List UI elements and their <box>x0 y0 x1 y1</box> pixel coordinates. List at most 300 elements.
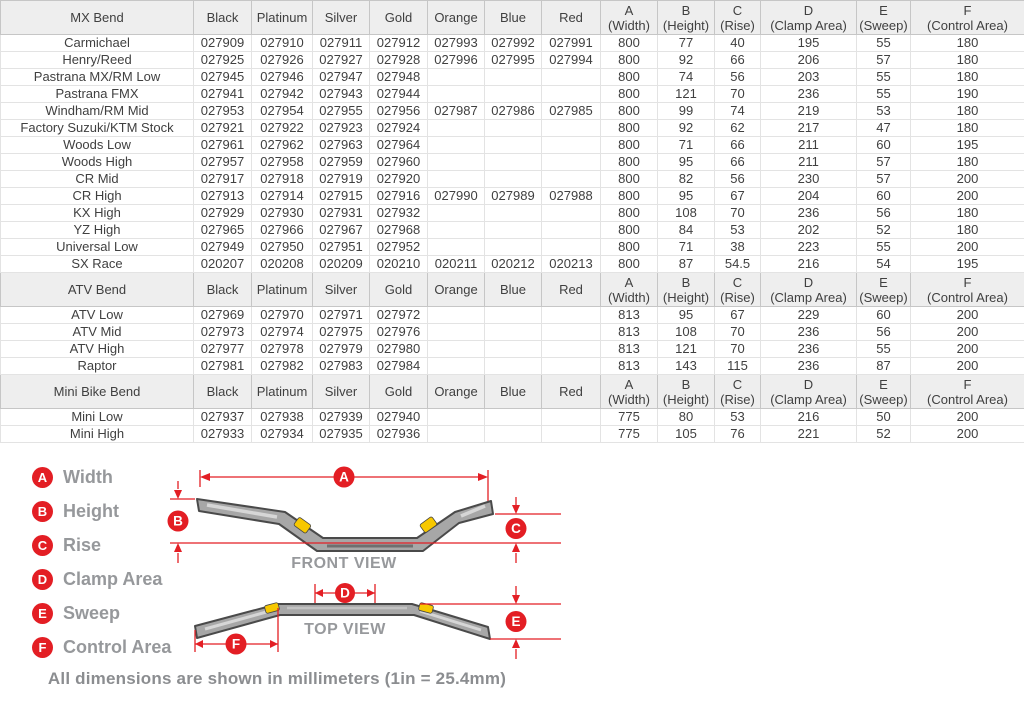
part-number-cell <box>542 120 601 137</box>
spec-row <box>1 256 1024 273</box>
spec-row <box>1 324 1024 341</box>
part-number-cell <box>542 154 601 171</box>
part-number-cell: 027974 <box>252 324 313 341</box>
part-number-cell: 027939 <box>313 409 370 426</box>
dimension-legend <box>32 467 171 658</box>
bend-name-cell: Woods Low <box>1 137 194 154</box>
dimension-value-cell: 67 <box>715 307 761 324</box>
dimension-value-cell: 236 <box>761 341 857 358</box>
legend-item-label: Sweep <box>63 603 121 623</box>
dimension-value-cell: 800 <box>601 35 658 52</box>
dimension-value-cell: 800 <box>601 69 658 86</box>
part-number-cell: 027965 <box>194 222 252 239</box>
dimension-column-header <box>911 273 1024 307</box>
spec-row <box>1 86 1024 103</box>
part-number-cell: 027934 <box>252 426 313 443</box>
bend-name-cell: Raptor <box>1 358 194 375</box>
dimension-value-cell: 219 <box>761 103 857 120</box>
dimension-name: (Sweep) <box>859 391 908 407</box>
part-number-cell <box>428 307 485 324</box>
dimension-value-cell: 74 <box>715 103 761 120</box>
bend-name-cell: ATV High <box>1 341 194 358</box>
dimension-value-cell: 230 <box>761 171 857 188</box>
part-number-cell: 020210 <box>370 256 428 273</box>
spec-row <box>1 171 1024 188</box>
dimension-value-cell: 190 <box>911 86 1024 103</box>
part-number-cell <box>485 137 542 154</box>
dimension-value-cell: 813 <box>601 358 658 375</box>
top-view-diagram <box>165 582 565 682</box>
part-number-cell: 027929 <box>194 205 252 222</box>
dimension-column-header <box>857 273 911 307</box>
dimension-value-cell: 800 <box>601 86 658 103</box>
dimension-value-cell: 87 <box>857 358 911 375</box>
dimension-value-cell: 800 <box>601 120 658 137</box>
part-number-cell <box>485 409 542 426</box>
legend-item-label: Control Area <box>63 637 172 657</box>
part-number-cell: 020213 <box>542 256 601 273</box>
part-number-cell: 027962 <box>252 137 313 154</box>
dim-f-letter: F <box>231 636 241 652</box>
part-number-cell <box>428 409 485 426</box>
part-number-cell: 027924 <box>370 120 428 137</box>
bend-name-cell: Mini High <box>1 426 194 443</box>
spec-row <box>1 154 1024 171</box>
dimension-value-cell: 52 <box>857 426 911 443</box>
dimension-value-cell: 56 <box>715 171 761 188</box>
part-number-cell: 027946 <box>252 69 313 86</box>
dimension-letter: F <box>963 274 972 290</box>
sweep-arrow-top <box>512 595 520 604</box>
dimension-value-cell: 62 <box>715 120 761 137</box>
color-column-header: Black <box>194 375 252 409</box>
dimension-value-cell: 800 <box>601 137 658 154</box>
part-number-cell <box>542 358 601 375</box>
dimension-value-cell: 800 <box>601 256 658 273</box>
dimension-value-cell: 180 <box>911 205 1024 222</box>
color-column-header: Gold <box>370 375 428 409</box>
part-number-cell <box>485 171 542 188</box>
part-number-cell: 027988 <box>542 188 601 205</box>
dimension-value-cell: 99 <box>658 103 715 120</box>
dimension-value-cell: 56 <box>857 324 911 341</box>
height-arrow-top <box>174 490 182 499</box>
bend-name-cell: Factory Suzuki/KTM Stock <box>1 120 194 137</box>
part-number-cell <box>542 307 601 324</box>
part-number-cell: 027960 <box>370 154 428 171</box>
dimension-value-cell: 66 <box>715 154 761 171</box>
dimension-value-cell: 229 <box>761 307 857 324</box>
dimension-column-header <box>911 375 1024 409</box>
part-number-cell: 027982 <box>252 358 313 375</box>
legend-letter-badge: D <box>32 569 53 590</box>
spec-row <box>1 358 1024 375</box>
part-number-cell: 020208 <box>252 256 313 273</box>
dim-e-letter: E <box>511 614 521 629</box>
dimension-name: (Rise) <box>720 289 755 305</box>
bend-name-cell: KX High <box>1 205 194 222</box>
part-number-cell <box>542 409 601 426</box>
dimension-value-cell: 200 <box>911 358 1024 375</box>
part-number-cell <box>485 307 542 324</box>
part-number-cell: 027978 <box>252 341 313 358</box>
part-number-cell: 027984 <box>370 358 428 375</box>
dimension-value-cell: 800 <box>601 154 658 171</box>
dimension-value-cell: 211 <box>761 137 857 154</box>
control-arrow-left <box>195 640 203 648</box>
dimension-value-cell: 121 <box>658 86 715 103</box>
part-number-cell: 027919 <box>313 171 370 188</box>
part-number-cell: 027963 <box>313 137 370 154</box>
part-number-cell: 027986 <box>485 103 542 120</box>
part-number-cell: 027992 <box>485 35 542 52</box>
dimension-value-cell: 47 <box>857 120 911 137</box>
dimension-value-cell: 204 <box>761 188 857 205</box>
part-number-cell: 027928 <box>370 52 428 69</box>
dimension-value-cell: 54 <box>857 256 911 273</box>
bend-name-cell: ATV Low <box>1 307 194 324</box>
bend-name-cell: ATV Mid <box>1 324 194 341</box>
color-column-header: Platinum <box>252 375 313 409</box>
legend-letter-badge: A <box>32 467 53 488</box>
dimension-letter: A <box>624 274 634 290</box>
rise-arrow-top <box>512 505 520 514</box>
dimension-name: (Width) <box>608 17 650 33</box>
width-arrow-left <box>200 473 210 481</box>
clamp-arrow-left <box>315 589 323 597</box>
bend-name-cell: Pastrana FMX <box>1 86 194 103</box>
part-number-cell: 027993 <box>428 35 485 52</box>
dimension-value-cell: 195 <box>761 35 857 52</box>
color-column-header: Silver <box>313 375 370 409</box>
part-number-cell: 027923 <box>313 120 370 137</box>
spec-row <box>1 52 1024 69</box>
dimension-name: (Width) <box>608 289 650 305</box>
dimension-column-header <box>715 375 761 409</box>
part-number-cell: 027950 <box>252 239 313 256</box>
dimension-value-cell: 180 <box>911 222 1024 239</box>
dimension-value-cell: 200 <box>911 239 1024 256</box>
part-number-cell: 020207 <box>194 256 252 273</box>
part-number-cell: 027979 <box>313 341 370 358</box>
part-number-cell <box>428 426 485 443</box>
spec-row <box>1 188 1024 205</box>
dimension-value-cell: 143 <box>658 358 715 375</box>
dimension-letter: B <box>681 2 691 18</box>
part-number-cell <box>485 120 542 137</box>
part-number-cell <box>542 171 601 188</box>
part-number-cell <box>485 358 542 375</box>
color-column-header: Silver <box>313 1 370 35</box>
part-number-cell <box>485 86 542 103</box>
part-number-cell: 027987 <box>428 103 485 120</box>
spec-row <box>1 205 1024 222</box>
part-number-cell: 027971 <box>313 307 370 324</box>
part-number-cell: 027976 <box>370 324 428 341</box>
dimension-value-cell: 800 <box>601 171 658 188</box>
part-number-cell <box>428 358 485 375</box>
part-number-cell: 027964 <box>370 137 428 154</box>
part-number-cell: 027926 <box>252 52 313 69</box>
part-number-cell: 027922 <box>252 120 313 137</box>
bend-name-header: ATV Bend <box>1 273 194 307</box>
part-number-cell: 027925 <box>194 52 252 69</box>
color-column-header: Orange <box>428 375 485 409</box>
dimension-letter: C <box>732 376 743 392</box>
spec-row <box>1 69 1024 86</box>
part-number-cell <box>542 341 601 358</box>
dimension-value-cell: 82 <box>658 171 715 188</box>
dimension-value-cell: 40 <box>715 35 761 52</box>
rise-dimension-lines <box>495 497 561 563</box>
dimension-name: (Rise) <box>720 17 755 33</box>
dimension-value-cell: 52 <box>857 222 911 239</box>
part-number-cell: 027938 <box>252 409 313 426</box>
dimension-value-cell: 236 <box>761 205 857 222</box>
dimension-letter: B <box>681 376 691 392</box>
part-number-cell: 027977 <box>194 341 252 358</box>
dimension-value-cell: 211 <box>761 154 857 171</box>
part-number-cell: 027951 <box>313 239 370 256</box>
dimension-value-cell: 813 <box>601 341 658 358</box>
dimension-column-header <box>857 375 911 409</box>
part-number-cell: 027910 <box>252 35 313 52</box>
bend-name-cell: Mini Low <box>1 409 194 426</box>
part-number-cell: 027943 <box>313 86 370 103</box>
dimension-column-header <box>761 1 857 35</box>
dimension-value-cell: 70 <box>715 324 761 341</box>
part-number-cell: 027940 <box>370 409 428 426</box>
dimension-value-cell: 67 <box>715 188 761 205</box>
part-number-cell: 027915 <box>313 188 370 205</box>
dimension-value-cell: 236 <box>761 358 857 375</box>
dim-a-letter: A <box>339 469 349 485</box>
spec-row <box>1 239 1024 256</box>
dimension-column-header <box>761 375 857 409</box>
part-number-cell: 027995 <box>485 52 542 69</box>
bend-name-cell: Windham/RM Mid <box>1 103 194 120</box>
dimension-value-cell: 54.5 <box>715 256 761 273</box>
part-number-cell: 027932 <box>370 205 428 222</box>
dimension-value-cell: 108 <box>658 324 715 341</box>
dimension-value-cell: 60 <box>857 137 911 154</box>
dimension-value-cell: 236 <box>761 324 857 341</box>
dimension-value-cell: 87 <box>658 256 715 273</box>
dimension-letter: E <box>879 2 888 18</box>
part-number-cell: 027969 <box>194 307 252 324</box>
dimension-name: (Sweep) <box>859 289 908 305</box>
part-number-cell: 027975 <box>313 324 370 341</box>
dimension-value-cell: 121 <box>658 341 715 358</box>
part-number-cell: 027930 <box>252 205 313 222</box>
color-column-header: Blue <box>485 273 542 307</box>
dimension-column-header <box>658 1 715 35</box>
dimension-column-header <box>911 1 1024 35</box>
dimension-value-cell: 57 <box>857 171 911 188</box>
part-number-cell: 027959 <box>313 154 370 171</box>
dim-b-letter: B <box>173 513 183 529</box>
color-column-header: Red <box>542 1 601 35</box>
part-number-cell <box>428 171 485 188</box>
top-view-label: TOP VIEW <box>304 621 386 638</box>
spec-row <box>1 103 1024 120</box>
part-number-cell: 027958 <box>252 154 313 171</box>
dimension-name: (Control Area) <box>927 289 1008 305</box>
part-number-cell: 027921 <box>194 120 252 137</box>
dimension-value-cell: 223 <box>761 239 857 256</box>
dimension-column-header <box>658 375 715 409</box>
dimension-column-header <box>601 375 658 409</box>
dimension-column-header <box>601 1 658 35</box>
part-number-cell: 027985 <box>542 103 601 120</box>
part-number-cell: 027989 <box>485 188 542 205</box>
part-number-cell: 027980 <box>370 341 428 358</box>
dimension-value-cell: 203 <box>761 69 857 86</box>
part-number-cell: 020212 <box>485 256 542 273</box>
part-number-cell <box>542 324 601 341</box>
part-number-cell: 027966 <box>252 222 313 239</box>
part-number-cell: 027909 <box>194 35 252 52</box>
rise-arrow-bottom <box>512 543 520 552</box>
dimension-value-cell: 95 <box>658 188 715 205</box>
legend-item <box>32 637 171 658</box>
dimension-name: (Clamp Area) <box>770 289 847 305</box>
color-column-header: Blue <box>485 375 542 409</box>
height-arrow-bottom <box>174 543 182 552</box>
dimension-value-cell: 70 <box>715 86 761 103</box>
part-number-cell: 027991 <box>542 35 601 52</box>
legend-letter-badge: E <box>32 603 53 624</box>
dim-c-letter: C <box>511 521 521 536</box>
dimension-value-cell: 800 <box>601 188 658 205</box>
dimension-value-cell: 70 <box>715 205 761 222</box>
part-number-cell: 027913 <box>194 188 252 205</box>
dimension-name: (Clamp Area) <box>770 17 847 33</box>
part-number-cell: 027967 <box>313 222 370 239</box>
part-number-cell: 020211 <box>428 256 485 273</box>
section-header-row <box>1 273 1024 307</box>
dimension-name: (Rise) <box>720 391 755 407</box>
spec-row <box>1 137 1024 154</box>
dimension-value-cell: 105 <box>658 426 715 443</box>
dimension-value-cell: 56 <box>715 69 761 86</box>
dimension-value-cell: 95 <box>658 307 715 324</box>
dimension-value-cell: 53 <box>857 103 911 120</box>
dimension-value-cell: 775 <box>601 426 658 443</box>
dimension-letter: E <box>879 376 888 392</box>
dimension-name: (Width) <box>608 391 650 407</box>
dimension-column-header <box>857 1 911 35</box>
section-header-row <box>1 1 1024 35</box>
dimension-value-cell: 60 <box>857 188 911 205</box>
part-number-cell <box>485 154 542 171</box>
dimension-diagram <box>0 443 1024 705</box>
dimension-value-cell: 77 <box>658 35 715 52</box>
front-view-label: FRONT VIEW <box>291 555 397 572</box>
part-number-cell: 027937 <box>194 409 252 426</box>
part-number-cell: 027990 <box>428 188 485 205</box>
part-number-cell: 027912 <box>370 35 428 52</box>
color-column-header: Silver <box>313 273 370 307</box>
legend-item-label: Width <box>63 467 113 487</box>
dimension-value-cell: 217 <box>761 120 857 137</box>
part-number-cell <box>542 239 601 256</box>
spec-row <box>1 222 1024 239</box>
legend-item-label: Rise <box>63 535 102 555</box>
bend-name-header: MX Bend <box>1 1 194 35</box>
dimension-value-cell: 71 <box>658 137 715 154</box>
bend-name-cell: Carmichael <box>1 35 194 52</box>
bend-name-cell: Universal Low <box>1 239 194 256</box>
part-number-cell: 027945 <box>194 69 252 86</box>
dimension-value-cell: 200 <box>911 409 1024 426</box>
part-number-cell <box>485 205 542 222</box>
bend-name-cell: CR High <box>1 188 194 205</box>
dimension-letter: E <box>879 274 888 290</box>
spec-row <box>1 409 1024 426</box>
bend-name-cell: Woods High <box>1 154 194 171</box>
dimension-value-cell: 800 <box>601 52 658 69</box>
part-number-cell: 027957 <box>194 154 252 171</box>
dimension-value-cell: 200 <box>911 324 1024 341</box>
sweep-arrow-bottom <box>512 639 520 648</box>
color-column-header: Black <box>194 1 252 35</box>
dimension-letter: C <box>732 2 743 18</box>
clamp-arrow-right <box>367 589 375 597</box>
part-number-cell: 027917 <box>194 171 252 188</box>
dimension-value-cell: 55 <box>857 69 911 86</box>
part-number-cell: 027972 <box>370 307 428 324</box>
dimension-value-cell: 57 <box>857 154 911 171</box>
dim-d-letter: D <box>340 585 350 601</box>
dimension-letter: F <box>963 376 972 392</box>
dimension-column-header <box>715 273 761 307</box>
dimension-value-cell: 55 <box>857 86 911 103</box>
legend-letter-badge: C <box>32 535 53 556</box>
dimension-value-cell: 236 <box>761 86 857 103</box>
dimension-value-cell: 76 <box>715 426 761 443</box>
bend-name-header: Mini Bike Bend <box>1 375 194 409</box>
dimension-value-cell: 800 <box>601 103 658 120</box>
front-view-diagram <box>165 457 565 582</box>
part-number-cell: 027927 <box>313 52 370 69</box>
part-number-cell: 027983 <box>313 358 370 375</box>
dimension-value-cell: 180 <box>911 154 1024 171</box>
part-number-cell <box>485 324 542 341</box>
dimension-value-cell: 95 <box>658 154 715 171</box>
legend-item <box>32 501 171 522</box>
part-number-cell: 027968 <box>370 222 428 239</box>
dimension-value-cell: 195 <box>911 256 1024 273</box>
color-column-header: Platinum <box>252 1 313 35</box>
legend-letter-badge: B <box>32 501 53 522</box>
legend-item-label: Clamp Area <box>63 569 163 589</box>
dimension-name: (Clamp Area) <box>770 391 847 407</box>
spec-row <box>1 426 1024 443</box>
part-number-cell: 027916 <box>370 188 428 205</box>
part-number-cell: 027994 <box>542 52 601 69</box>
dimension-value-cell: 200 <box>911 188 1024 205</box>
dimension-name: (Sweep) <box>859 17 908 33</box>
part-number-cell: 027947 <box>313 69 370 86</box>
part-number-cell: 027953 <box>194 103 252 120</box>
dimension-value-cell: 66 <box>715 52 761 69</box>
dimension-value-cell: 216 <box>761 256 857 273</box>
dimension-value-cell: 200 <box>911 307 1024 324</box>
dimension-value-cell: 206 <box>761 52 857 69</box>
dimension-value-cell: 55 <box>857 341 911 358</box>
dimension-value-cell: 55 <box>857 239 911 256</box>
